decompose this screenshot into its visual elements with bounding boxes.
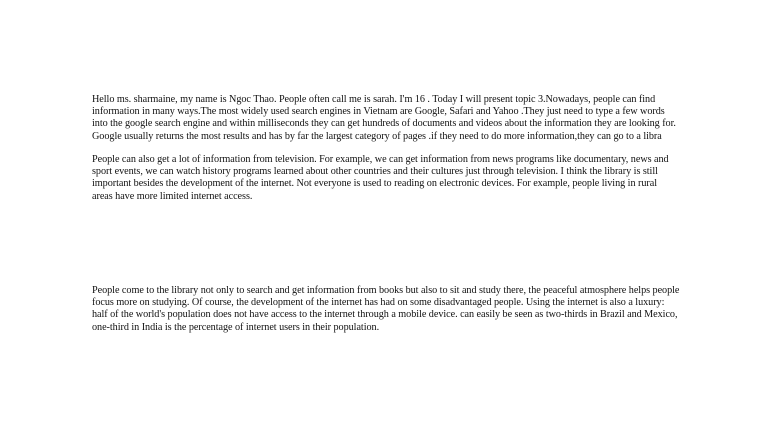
paragraph-intro: Hello ms. sharmaine, my name is Ngoc Thao. People often call me is sarah. I'm 16 . Today I will present topic 3.Nowadays, people can find information in many ways.The most widely used search engines in Vietnam are Google, Safari and Yahoo .They just need to type a few words into the google search engine and within milliseconds they can get hundreds of documents and videos about the information they are looking for. Google usually returns the most results and has by far the largest category of pages .if they need to do more information,they can go to a libra (92, 94, 676, 142)
paragraph-television: People can also get a lot of information from television. For example, we can get information from news programs like documentary, news and sport events, we can watch history programs learned about other countries and their cultures just through television. I think the library is still important besides the development of the internet. Not everyone is used to reading on electronic devices. For example, people living in rural areas have more limited internet access. (92, 154, 669, 202)
paragraph-library: People come to the library not only to search and get information from books but also to sit and study there, the peaceful atmosphere helps people focus more on studying. Of course, the development of the internet has had on some disadvantaged people. Using the internet is also a luxury: half of the world's population does not have access to the internet through a mobile device. can easily be seen as two-thirds in Brazil and Mexico, one-third in India is the percentage of internet users in their population. (92, 285, 680, 333)
